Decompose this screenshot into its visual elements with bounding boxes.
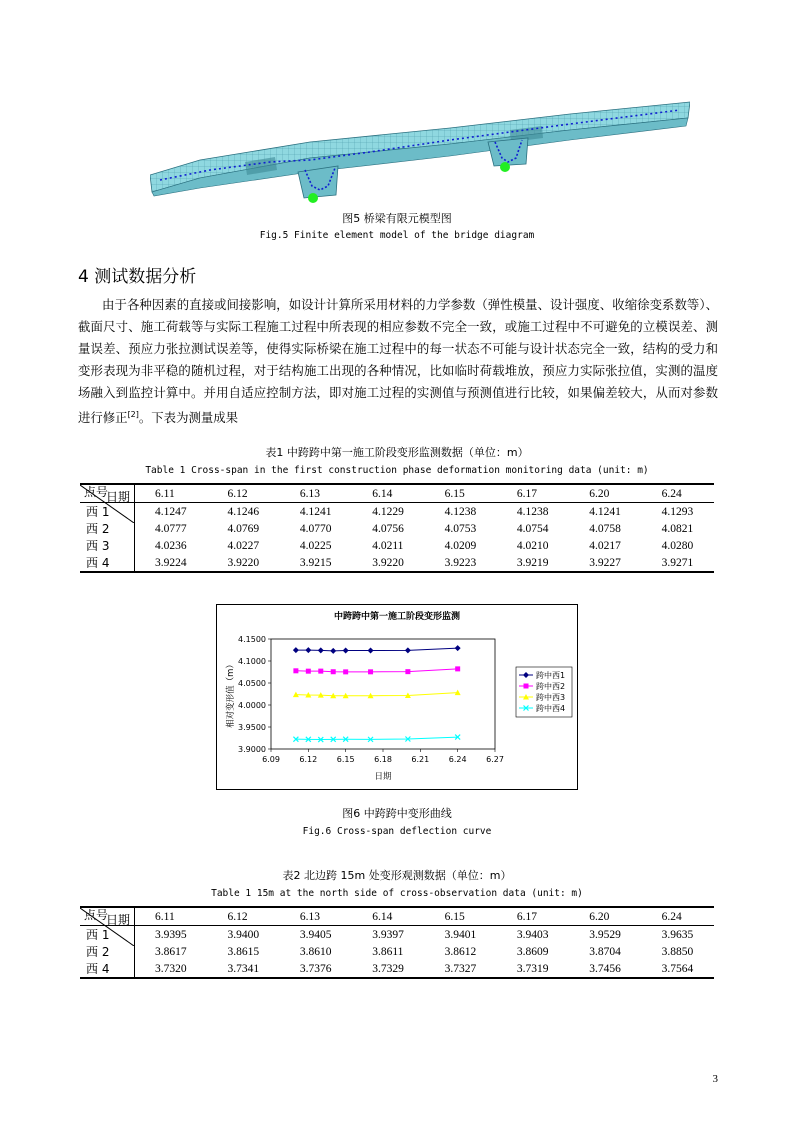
row-label-cell: 西 1	[80, 503, 135, 521]
table-row	[80, 926, 714, 944]
table-cell: 3.7564	[642, 960, 714, 978]
table-cell: 3.9219	[497, 554, 569, 572]
table-cell: 3.9395	[155, 928, 187, 941]
table-corner-cell	[80, 484, 135, 503]
x-axis-label: 日期	[374, 772, 392, 782]
corner-point-label: 点号	[84, 908, 109, 922]
table-cell: 3.9397	[372, 928, 404, 941]
table-row	[80, 554, 714, 572]
figure5-caption-en: Fig.5 Finite element model of the bridge diagram	[259, 230, 535, 241]
table-cell: 3.8611	[372, 945, 404, 958]
y-axis-label: 相对变形值（m）	[226, 660, 236, 728]
table-cell: 3.9635	[661, 928, 694, 941]
table-cell: 3.9215	[280, 554, 352, 572]
table-cell: 4.1238	[444, 505, 477, 518]
table-cell: 4.1238	[516, 505, 549, 518]
table-cell: 4.0211	[372, 539, 404, 552]
table-cell: 3.7456	[569, 960, 641, 978]
data-point	[293, 668, 298, 673]
x-tick-label: 6.27	[486, 755, 504, 764]
table-cell: 4.0756	[372, 522, 404, 535]
y-tick-label: 4.1500	[238, 635, 266, 644]
table-cell: 4.1229	[372, 505, 404, 518]
row-label-cell: 西 2	[80, 520, 135, 537]
table-cell: 4.0280	[661, 539, 694, 552]
data-point	[331, 669, 336, 674]
table-row	[80, 943, 714, 960]
row-label-cell: 西 3	[80, 537, 135, 554]
table-cell: 4.0217	[589, 539, 621, 552]
plot-area	[271, 639, 495, 749]
date-header-cell: 6.24	[642, 907, 714, 926]
figure6-caption-en: Fig.6 Cross-span deflection curve	[302, 826, 492, 837]
table1-caption-cn: 表1 中跨跨中第一施工阶段变形监测数据（单位：m）	[265, 446, 529, 459]
row-label-cell: 西 4	[80, 554, 135, 572]
table2-caption-en: Table 1 15m at the north side of cross-observation data (unit: m)	[211, 888, 583, 899]
table-row	[80, 520, 714, 537]
table-cell: 3.8612	[444, 945, 477, 958]
table-cell: 4.1241	[299, 505, 332, 518]
table-cell: 3.9405	[299, 928, 332, 941]
data-point	[306, 669, 311, 674]
date-header-cell: 6.11	[135, 484, 208, 503]
date-header-cell: 6.20	[569, 484, 641, 503]
x-tick-label: 6.15	[336, 755, 355, 764]
corner-date-label: 日期	[105, 490, 130, 504]
date-header-cell: 6.14	[352, 907, 424, 926]
deflection-chart	[216, 604, 578, 790]
x-tick-label: 6.09	[262, 755, 280, 764]
figure6-caption-cn: 图6 中跨跨中变形曲线	[342, 807, 452, 820]
chart-title: 中跨跨中第一施工阶段变形监测	[333, 612, 461, 622]
row-label-cell: 西 4	[80, 960, 135, 978]
section-title: 4 测试数据分析	[78, 267, 197, 287]
table-cell: 3.7329	[352, 960, 424, 978]
data-point	[343, 669, 348, 674]
date-header-cell: 6.20	[569, 907, 641, 926]
legend-label: 跨中西3	[536, 693, 566, 702]
table-header-row	[80, 907, 714, 926]
table-cell: 3.9529	[589, 928, 621, 941]
chart-svg	[217, 605, 577, 789]
table-cell: 3.9403	[516, 928, 549, 941]
table-cell: 4.0225	[299, 539, 332, 552]
table-cell: 4.0769	[227, 522, 260, 535]
row-label-cell: 西 2	[80, 943, 135, 960]
table-cell: 4.0758	[589, 522, 621, 535]
table-cell: 3.8615	[227, 945, 260, 958]
date-header-cell: 6.14	[352, 484, 424, 503]
table-cell: 3.9227	[569, 554, 641, 572]
paragraph-text: 由于各种因素的直接或间接影响，如设计计算所采用材料的力学参数（弹性模量、设计强度、收缩徐变系数等）、截面尺寸、施工荷载等与实际工程施工过程中所表现的相应参数不完全一致，或施工过程中不可避免的立模误差、测量误差、预应力张拉测试误差等，使得实际桥梁在施工过程中的每一状态不可能与设计状态完全一致，结构的受力和变形表现为非平稳的随机过程，对于结构施工出现的各种情况，比如临时荷载堆放，预应力实际张拉值，实测的温度场融入到监控计算中。并用自适应控制方法，即对施工过程的实测值与预测值进行比较，如果偏差较大，从而对参数进行修正	[78, 297, 718, 426]
table-cell: 3.9220	[208, 554, 280, 572]
legend-label: 跨中西1	[536, 671, 566, 680]
date-header-cell: 6.17	[497, 907, 569, 926]
table-cell: 3.8617	[155, 945, 187, 958]
table-cell: 4.1293	[661, 505, 694, 518]
table-header-row	[80, 484, 714, 503]
table-cell: 3.9401	[444, 928, 477, 941]
table-row	[80, 537, 714, 554]
table-cell: 4.0754	[516, 522, 549, 535]
x-tick-label: 6.21	[411, 755, 430, 764]
table2-caption-cn: 表2 北边跨 15m 处变形观测数据（单位：m）	[282, 869, 512, 882]
table-cell: 4.1247	[155, 505, 187, 518]
y-tick-label: 3.9500	[238, 723, 266, 732]
data-point	[318, 669, 323, 674]
table-cell: 4.0227	[227, 539, 260, 552]
table-cell: 3.9271	[642, 554, 714, 572]
date-header-cell: 6.12	[208, 907, 280, 926]
table2-grid	[80, 906, 714, 979]
table-cell: 4.0821	[661, 522, 694, 535]
y-tick-label: 3.9000	[238, 745, 266, 754]
bridge-fe-model-image	[150, 100, 690, 210]
table-cell: 4.1241	[589, 505, 621, 518]
table-cell: 3.8609	[516, 945, 549, 958]
date-header-cell: 6.24	[642, 484, 714, 503]
corner-point-label: 点号	[84, 485, 109, 499]
table-row	[80, 960, 714, 978]
table-cell: 3.7376	[280, 960, 352, 978]
table-cell: 3.9400	[227, 928, 260, 941]
x-tick-label: 6.12	[299, 755, 318, 764]
table1	[80, 483, 714, 573]
table1-caption-en: Table 1 Cross-span in the first construction phase deformation monitoring data (unit: m)	[145, 465, 649, 476]
table-cell: 3.8850	[661, 945, 694, 958]
date-header-cell: 6.13	[280, 907, 352, 926]
table-cell: 3.7327	[425, 960, 497, 978]
paragraph-end: 。下表为测量成果	[138, 410, 239, 426]
table-cell: 4.0209	[444, 539, 477, 552]
table-cell: 3.8610	[299, 945, 332, 958]
table-cell: 4.0777	[155, 522, 187, 535]
table-cell: 4.1246	[227, 505, 260, 518]
table-cell: 3.7319	[497, 960, 569, 978]
y-tick-label: 4.1000	[238, 657, 266, 666]
data-point	[455, 666, 460, 671]
table-row	[80, 503, 714, 521]
table-cell: 3.7320	[135, 960, 208, 978]
data-point	[524, 684, 529, 689]
date-header-cell: 6.11	[135, 907, 208, 926]
y-tick-label: 4.0500	[238, 679, 266, 688]
table-cell: 4.0210	[516, 539, 549, 552]
table-cell: 3.9220	[352, 554, 424, 572]
row-label-cell: 西 1	[80, 926, 135, 944]
date-header-cell: 6.15	[425, 484, 497, 503]
date-header-cell: 6.12	[208, 484, 280, 503]
table2	[80, 906, 714, 979]
table-cell: 4.0236	[155, 539, 187, 552]
table-corner-cell	[80, 907, 135, 926]
table-cell: 4.0753	[444, 522, 477, 535]
table-cell: 3.9224	[135, 554, 208, 572]
reference-marker[interactable]: [2]	[127, 410, 139, 419]
data-point	[405, 669, 410, 674]
legend-label: 跨中西4	[536, 704, 566, 713]
table-cell: 3.7341	[208, 960, 280, 978]
date-header-cell: 6.17	[497, 484, 569, 503]
corner-date-label: 日期	[105, 913, 130, 927]
page-number: 3	[712, 1073, 718, 1085]
table-cell: 4.0770	[299, 522, 332, 535]
y-tick-label: 4.0000	[238, 701, 266, 710]
figure5-caption-cn: 图5 桥梁有限元模型图	[342, 212, 452, 225]
x-tick-label: 6.24	[448, 755, 467, 764]
data-point	[368, 669, 373, 674]
x-tick-label: 6.18	[374, 755, 392, 764]
date-header-cell: 6.15	[425, 907, 497, 926]
table1-grid	[80, 483, 714, 573]
body-paragraph	[78, 294, 718, 429]
legend-label: 跨中西2	[536, 682, 566, 691]
table-cell: 3.9223	[425, 554, 497, 572]
date-header-cell: 6.13	[280, 484, 352, 503]
table-cell: 3.8704	[589, 945, 621, 958]
